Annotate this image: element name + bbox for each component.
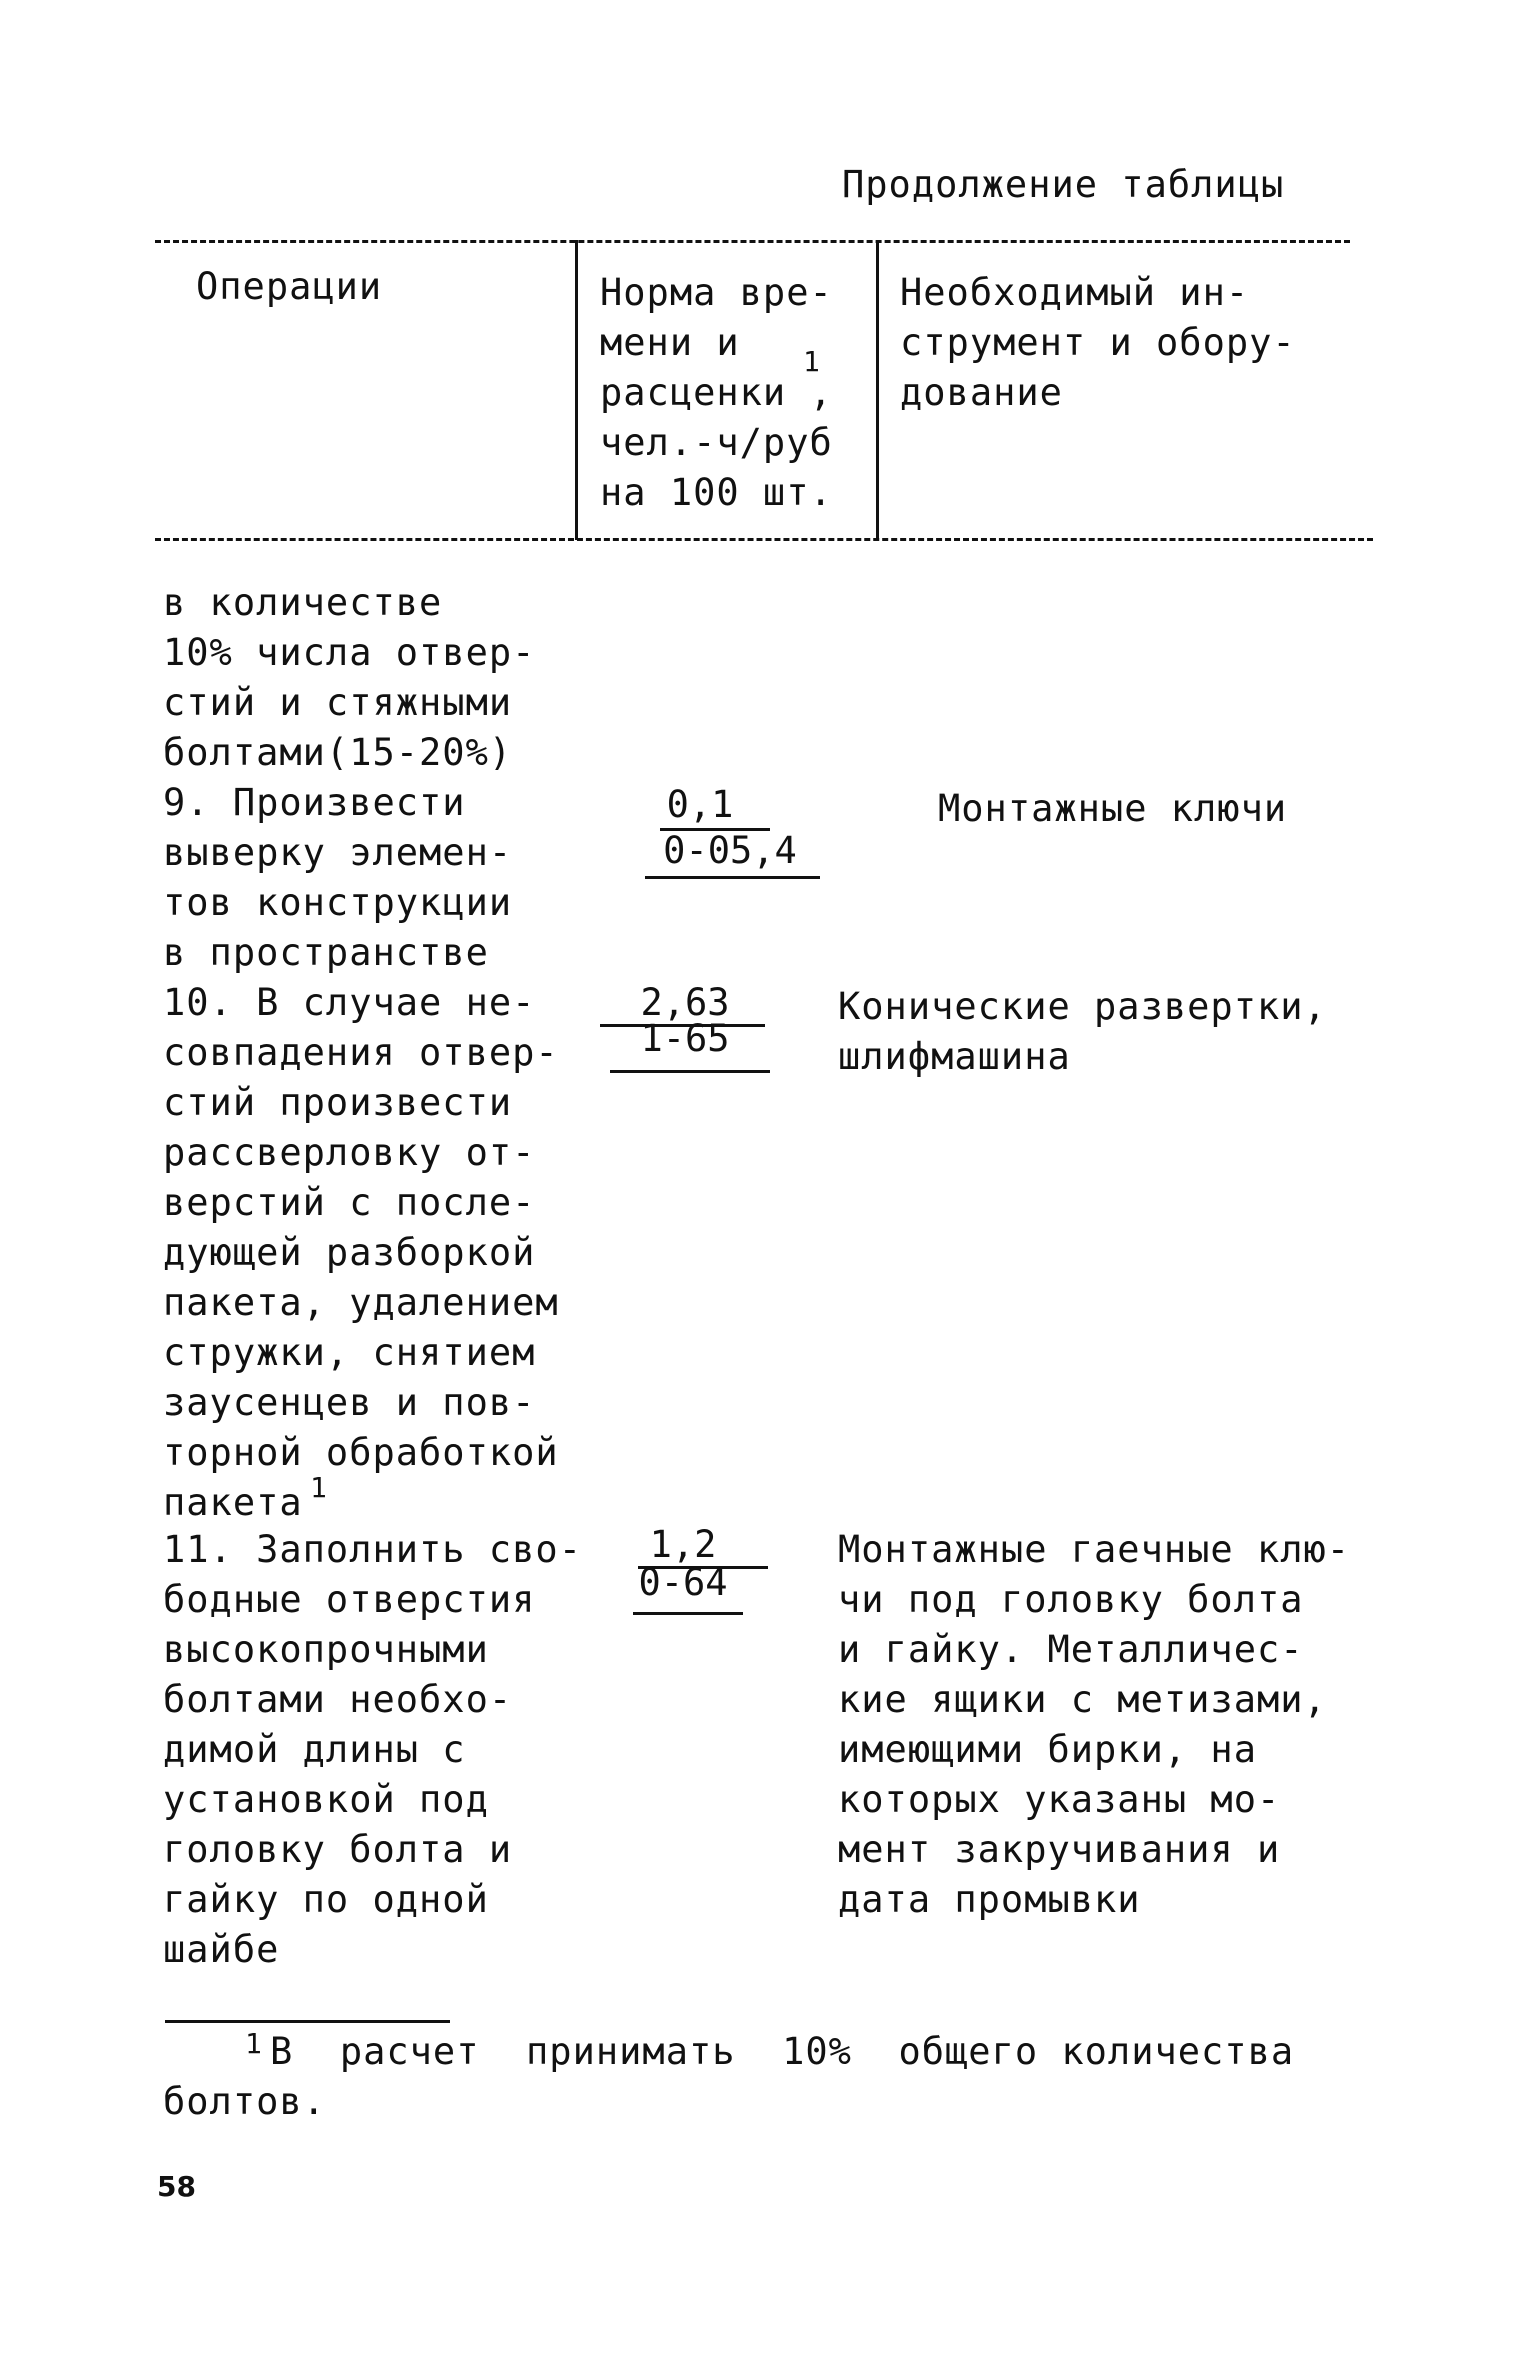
header-norm-line: на 100 шт. xyxy=(600,471,833,514)
header-norm-line: мени и xyxy=(600,321,740,364)
norm-rate: 0-64 xyxy=(638,1561,728,1604)
header-norm-line: Норма вре- xyxy=(600,271,833,314)
header-tools-line: струмент и обору- xyxy=(900,321,1296,364)
tool-line: которых указаны мо- xyxy=(838,1778,1281,1821)
header-norm-line: чел.-ч/руб xyxy=(600,421,833,464)
operation-line: 10. В случае не- xyxy=(163,981,536,1024)
footnote-text-line: В расчет принимать 10% общего количества xyxy=(270,2030,1295,2073)
norm-time: 1,2 xyxy=(649,1523,717,1566)
operation-line: верстий с после- xyxy=(163,1181,536,1224)
operation-line: болтами(15-20%) xyxy=(163,731,513,774)
operation-line: 11. Заполнить сво- xyxy=(163,1528,582,1571)
tool-line: Конические развертки, xyxy=(838,985,1327,1028)
operation-line: тов конструкции xyxy=(163,881,513,924)
operation-line: головку болта и xyxy=(163,1828,513,1871)
header-operations: Операции xyxy=(196,265,383,308)
header-norm-footnote-mark: 1 xyxy=(803,345,820,378)
norm-underline xyxy=(633,1612,743,1615)
tool-line: мент закручивания и xyxy=(838,1828,1281,1871)
norm-time: 0,1 xyxy=(666,783,734,826)
norm-underline xyxy=(610,1070,770,1073)
operation-line: дующей разборкой xyxy=(163,1231,536,1274)
tool-line: чи под головку болта xyxy=(838,1578,1304,1621)
operation-line: стий и стяжными xyxy=(163,681,513,724)
operation-line: рассверловку от- xyxy=(163,1131,536,1174)
row-9-norm xyxy=(625,782,825,892)
operation-line: болтами необхо- xyxy=(163,1678,513,1721)
tool-line: шлифмашина xyxy=(838,1035,1071,1078)
operation-line: пакета, удалением xyxy=(163,1281,559,1324)
operation-line: шайбе xyxy=(163,1928,280,1971)
operation-line: 10% числа отвер- xyxy=(163,631,536,674)
norm-underline xyxy=(645,876,820,879)
operation-line: пакета xyxy=(163,1481,303,1524)
operation-line: бодные отверстия xyxy=(163,1578,536,1621)
tool-line: кие ящики с метизами, xyxy=(838,1678,1327,1721)
operation-line: гайку по одной xyxy=(163,1878,489,1921)
operation-line: в количестве xyxy=(163,581,443,624)
tool-line: имеющими бирки, на xyxy=(838,1728,1257,1771)
tool-line: Монтажные гаечные клю- xyxy=(838,1528,1351,1571)
row-10-norm xyxy=(600,980,780,1080)
operation-line: торной обработкой xyxy=(163,1431,559,1474)
header-tools-line: Необходимый ин- xyxy=(900,271,1250,314)
table-caption: Продолжение таблицы xyxy=(842,163,1285,206)
operation-line: совпадения отвер- xyxy=(163,1031,559,1074)
operation-line: выверку элемен- xyxy=(163,831,513,874)
header-divider-1 xyxy=(575,240,578,540)
tool-line: и гайку. Металличес- xyxy=(838,1628,1304,1671)
footnote-text-line: болтов. xyxy=(163,2080,326,2123)
operation-line: установкой под xyxy=(163,1778,489,1821)
operation-line: заусенцев и пов- xyxy=(163,1381,536,1424)
header-norm-line: расценки , xyxy=(600,371,833,414)
page-number: 58 xyxy=(157,2170,196,2203)
operation-line: 9. Произвести xyxy=(163,781,466,824)
row-9-tools: Монтажные ключи xyxy=(938,787,1288,830)
norm-rate: 1-65 xyxy=(640,1017,730,1060)
operation-footnote-mark: 1 xyxy=(310,1471,327,1504)
footnote-mark: 1 xyxy=(245,2027,262,2060)
header-top-rule xyxy=(155,240,1350,243)
operation-line: димой длины с xyxy=(163,1728,466,1771)
operation-line: стружки, снятием xyxy=(163,1331,536,1374)
operation-line: высокопрочными xyxy=(163,1628,489,1671)
operation-line: стий произвести xyxy=(163,1081,513,1124)
tool-line: дата промывки xyxy=(838,1878,1141,1921)
header-bottom-rule xyxy=(155,538,1373,541)
header-tools-line: дование xyxy=(900,371,1063,414)
norm-time: 2,63 xyxy=(640,981,730,1024)
operation-line: в пространстве xyxy=(163,931,489,974)
norm-rate: 0-05,4 xyxy=(663,829,797,872)
row-11-norm xyxy=(628,1522,778,1622)
footnote-separator xyxy=(165,2020,450,2023)
header-divider-2 xyxy=(876,240,879,540)
